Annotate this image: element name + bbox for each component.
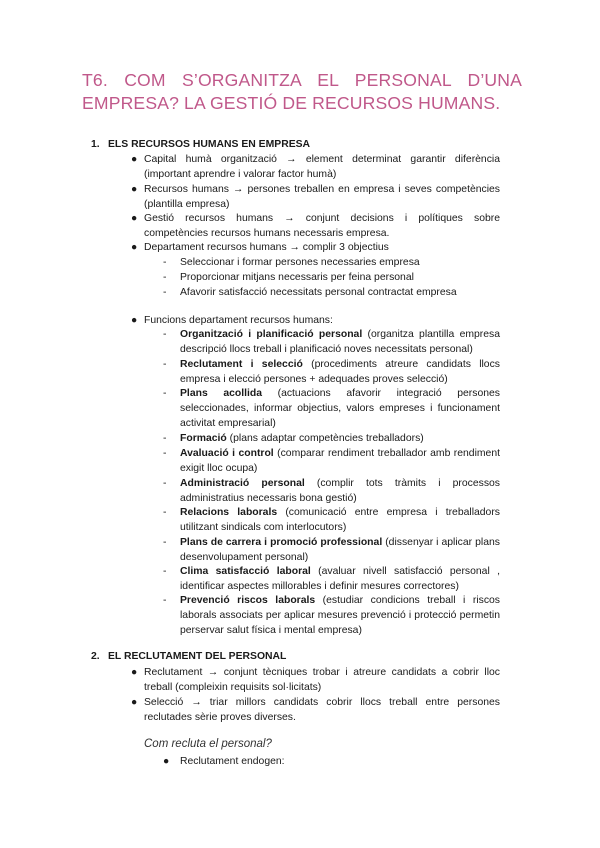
function-name: Formació xyxy=(180,433,227,444)
function-desc: (actuacions afavorir integració persones seleccionades, informar objectius, valors empreses i funcionament activitat empresarial) xyxy=(180,388,500,429)
dash-marker: - xyxy=(163,537,167,548)
function-item xyxy=(180,593,500,638)
dash-marker: - xyxy=(163,595,167,606)
section-title: EL RECLUTAMENT DEL PERSONAL xyxy=(108,651,287,662)
dash-marker: - xyxy=(163,287,167,298)
function-name: Plans de carrera i promoció professional xyxy=(180,537,383,548)
section-1-heading xyxy=(91,139,310,150)
function-name: Avaluació i control xyxy=(180,448,274,459)
objective-item: Seleccionar i formar persones necessaries empresa xyxy=(180,257,420,268)
function-item xyxy=(180,431,500,446)
list-item: Gestió recursos humans → conjunt decisions i polítiques sobre competències recursos humans necessaris empresa. xyxy=(144,213,500,239)
function-item xyxy=(180,327,500,357)
function-name: Organització i planificació personal xyxy=(180,329,363,340)
function-desc: (estudiar condicions treball i riscos laborals associats per aplicar mesures prevenció i protecció permetin perservar salut física i mental empresa) xyxy=(180,595,501,636)
function-item xyxy=(180,386,500,431)
objective-item: Afavorir satisfacció necessitats personal contractat empresa xyxy=(180,287,457,298)
section-2-heading xyxy=(91,651,286,662)
dash-marker: - xyxy=(163,478,167,489)
list-item: Departament recursos humans → complir 3 objectius xyxy=(144,242,389,253)
bullet-icon: ● xyxy=(131,242,138,253)
function-desc: (avaluar nivell satisfacció personal , identificar aspectes millorables i definir mesures correctores) xyxy=(180,566,500,592)
dash-marker: - xyxy=(163,448,167,459)
section-number: 2. xyxy=(91,651,100,662)
bullet-icon: ● xyxy=(131,213,138,224)
section-title: ELS RECURSOS HUMANS EN EMPRESA xyxy=(108,139,311,150)
function-desc: (complir tots tràmits i processos administratius necessaris bona gestió) xyxy=(180,478,501,504)
section-number: 1. xyxy=(91,139,100,150)
dash-marker: - xyxy=(163,329,167,340)
bullet-icon: ● xyxy=(131,697,138,708)
dash-marker: - xyxy=(163,566,167,577)
function-item xyxy=(180,505,500,535)
bullet-icon: ● xyxy=(131,667,138,678)
objective-item: Proporcionar mitjans necessaris per feina personal xyxy=(180,272,414,283)
dash-marker: - xyxy=(163,507,167,518)
function-desc: (procediments atreure candidats llocs empresa i elecció persones + adequades proves selecció) xyxy=(180,359,500,385)
list-item: Reclutament → conjunt tècniques trobar i atreure candidats a cobrir lloc treball (compleixin requisits sol·licitats) xyxy=(144,667,500,693)
list-item: Reclutament endogen: xyxy=(180,756,285,767)
function-desc: (comparar rendiment treballador amb rendiment exigit lloc ocupa) xyxy=(180,448,500,474)
dash-marker: - xyxy=(163,257,167,268)
subheading-question: Com recluta el personal? xyxy=(144,738,272,750)
function-name: Reclutament i selecció xyxy=(180,359,303,370)
function-name: Plans acollida xyxy=(180,388,263,399)
function-desc: (comunicació entre empresa i treballadors utilitzant sindicals com interlocutors) xyxy=(180,507,500,533)
function-item xyxy=(180,446,500,476)
bullet-icon: ● xyxy=(163,756,170,767)
function-name: Clima satisfacció laboral xyxy=(180,566,311,577)
bullet-icon: ● xyxy=(131,154,138,165)
function-desc: (dissenyar i aplicar plans desenvolupament personal) xyxy=(180,537,500,563)
function-name: Prevenció riscos laborals xyxy=(180,595,316,606)
function-item xyxy=(180,357,500,387)
title-line-1: T6. COM S’ORGANITZA EL PERSONAL D’UNA xyxy=(82,70,522,90)
function-item xyxy=(180,535,500,565)
function-desc: (plans adaptar competències treballadors) xyxy=(226,433,424,444)
list-item: Recursos humans → persones treballen en empresa i seves competències (plantilla empresa) xyxy=(144,184,500,210)
dash-marker: - xyxy=(163,433,167,444)
list-item: Capital humà organització → element determinat garantir diferència (important aprendre i valorar factor humà) xyxy=(144,154,500,180)
function-name: Relacions laborals xyxy=(180,507,278,518)
list-item: Selecció → triar millors candidats cobrir llocs treball entre persones reclutades sèrie proves diverses. xyxy=(144,697,500,723)
title-line-2: EMPRESA? LA GESTIÓ DE RECURSOS HUMANS. xyxy=(82,93,501,113)
function-name: Administració personal xyxy=(180,478,305,489)
bullet-icon: ● xyxy=(131,315,138,326)
list-item: Funcions departament recursos humans: xyxy=(144,315,333,326)
function-desc: (organitza plantilla empresa descripció llocs treball i planificació noves necessitats personal) xyxy=(180,329,501,355)
function-item xyxy=(180,476,500,506)
dash-marker: - xyxy=(163,272,167,283)
bullet-icon: ● xyxy=(131,184,138,195)
dash-marker: - xyxy=(163,359,167,370)
dash-marker: - xyxy=(163,388,167,399)
page-title xyxy=(82,69,522,115)
function-item xyxy=(180,564,500,594)
